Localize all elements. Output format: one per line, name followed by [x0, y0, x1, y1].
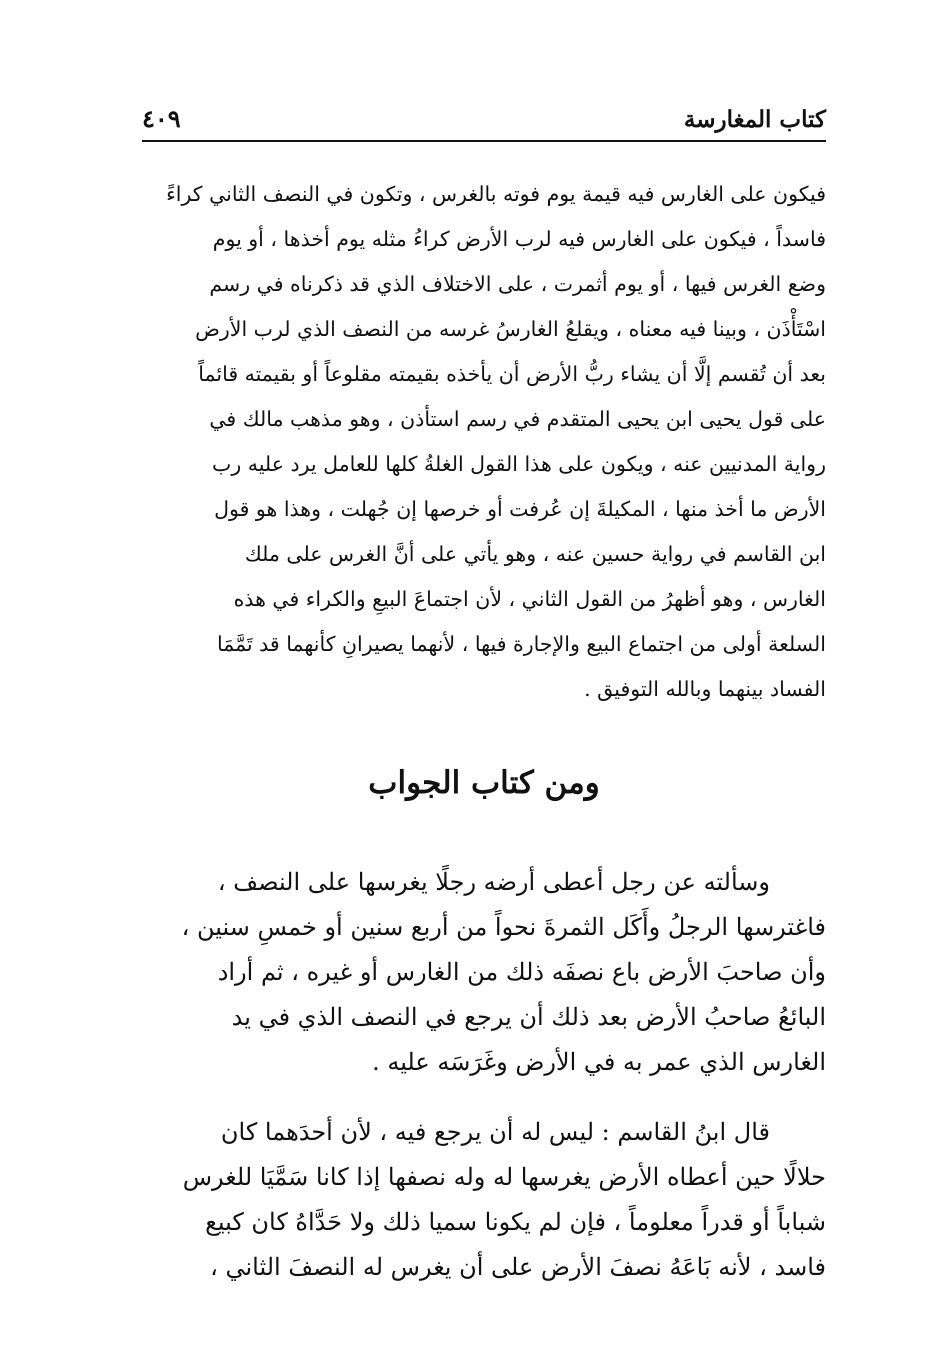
text-line: اسْتَأْذَن ، وبينا فيه معناه ، ويقلعُ الغارسُ غرسه من النصف الذي لرب الأرض	[195, 317, 826, 341]
text-line: وسألته عن رجل أعطى أرضه رجلًا يغرسها على النصف ،	[217, 868, 770, 896]
text-line: الغارس الذي عمر به في الأرض وغَرَسَه عليه .	[372, 1048, 826, 1076]
running-title: كتاب المغارسة	[683, 106, 826, 133]
text-line: شباباً أو قدراً معلوماً ، فإن لم يكونا سميا ذلك ولا حَدَّاهُ كان كبيع	[205, 1208, 826, 1236]
page-number: ٤٠٩	[142, 104, 181, 133]
text-line: الأرض ما أخذ منها ، المكيلةَ إن عُرفت أو خرصها إن جُهلت ، وهذا هو قول	[214, 497, 826, 521]
text-line: على قول يحيى ابن يحيى المتقدم في رسم استأذن ، وهو مذهب مالك في	[209, 407, 826, 431]
text-line: البائعُ صاحبُ الأرض بعد ذلك أن يرجع في النصف الذي في يد	[231, 1003, 826, 1031]
answer-paragraph	[142, 1110, 826, 1290]
text-line: فاسد ، لأنه بَاعَهُ نصفَ الأرض على أن يغرس له النصفَ الثاني ،	[210, 1253, 826, 1281]
text-line: فيكون على الغارس فيه قيمة يوم فوته بالغرس ، وتكون في النصف الثاني كراءً	[166, 182, 826, 206]
text-line: بعد أن تُقسم إلَّا أن يشاء ربُّ الأرض أن يأخذه بقيمته مقلوعاً أو بقيمته قائماً	[198, 362, 826, 386]
text-line: الغارس ، وهو أظهرُ من القول الثاني ، لأن اجتماعَ البيعِ والكراء في هذه	[233, 587, 826, 611]
text-line: فاسداً ، فيكون على الغارس فيه لرب الأرض كراءُ مثله يوم أخذها ، أو يوم	[212, 227, 826, 251]
question-paragraph	[142, 860, 826, 1085]
page-header	[142, 98, 826, 142]
text-line: وأن صاحبَ الأرض باع نصفَه ذلك من الغارس أو غيره ، ثم أراد	[217, 958, 826, 986]
text-line: ابن القاسم في رواية حسين عنه ، وهو يأتي على أنَّ الغرس على ملك	[244, 542, 826, 566]
text-line: السلعة أولى من اجتماع البيع والإجارة فيها ، لأنهما يصيرانِ كأنهما قد تَمَّمَا	[216, 632, 826, 656]
section-heading: ومن كتاب الجواب	[368, 765, 600, 801]
text-line: حلالًا حين أعطاه الأرض يغرسها له وله نصفها إذا كانا سَمَّيَا للغرس	[182, 1163, 826, 1191]
text-line: وضع الغرس فيها ، أو يوم أثمرت ، على الاختلاف الذي قد ذكرناه في رسم	[209, 272, 826, 296]
text-line: فاغترسها الرجلُ وأَكَل الثمرةَ نحواً من أربع سنين أو خمسِ سنين ،	[181, 913, 826, 941]
text-line: الفساد بينهما وبالله التوفيق .	[584, 677, 826, 701]
paragraph-continued	[142, 172, 826, 712]
text-line: رواية المدنيين عنه ، ويكون على هذا القول الغلةُ كلها للعامل يرد عليه رب	[212, 452, 826, 476]
text-line: قال ابنُ القاسم : ليس له أن يرجع فيه ، لأن أحدَهما كان	[220, 1118, 770, 1146]
